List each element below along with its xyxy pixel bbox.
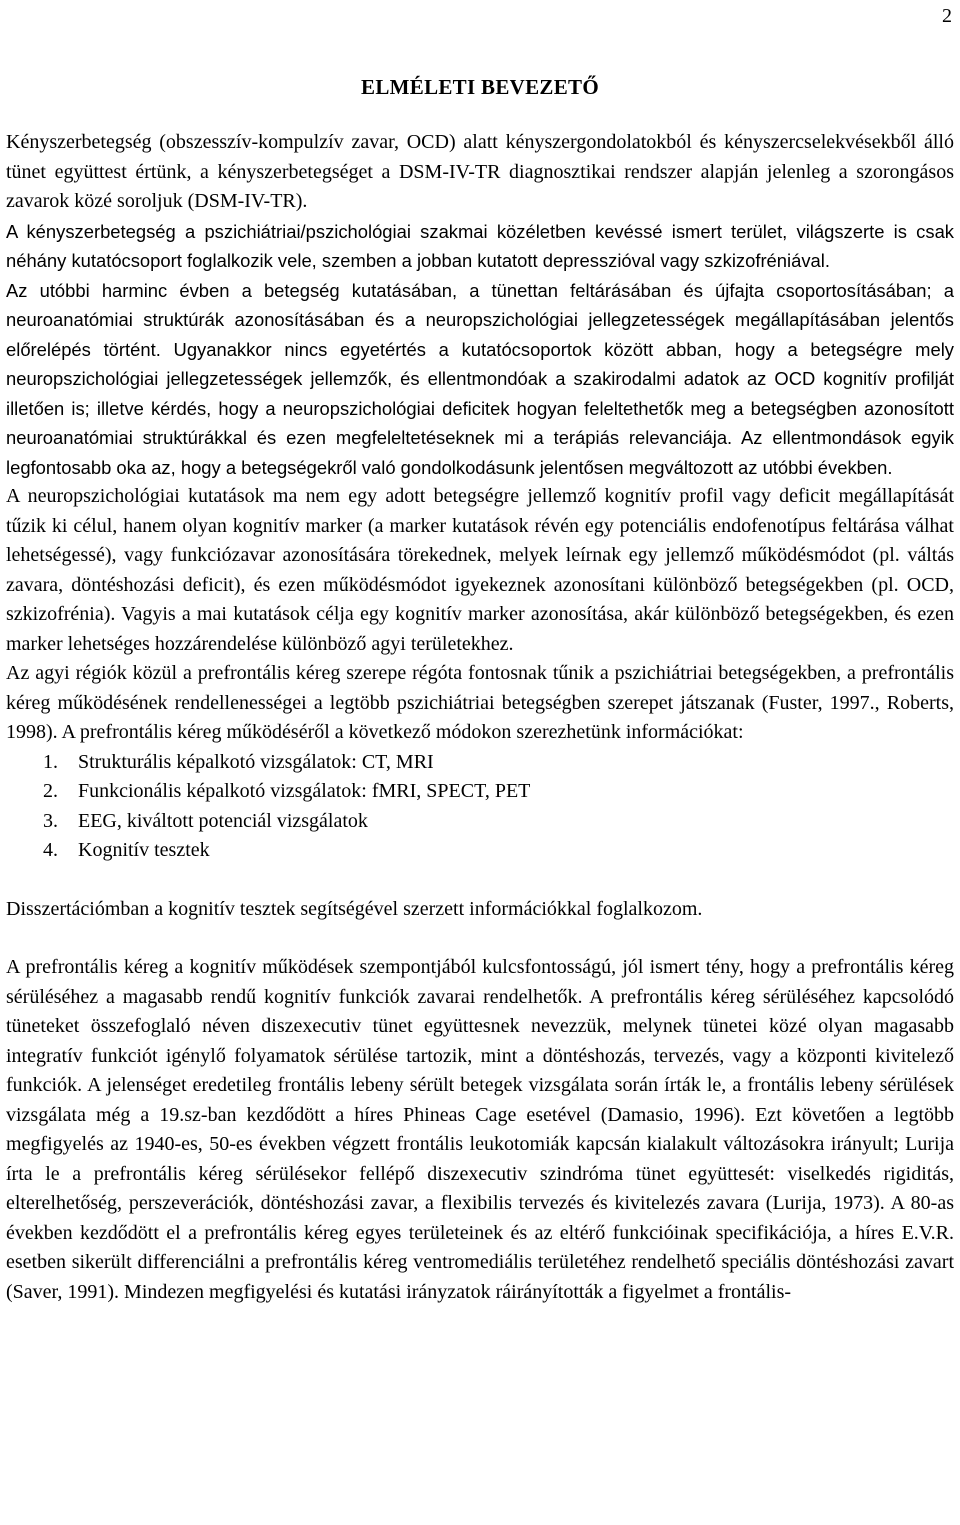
spacer — [6, 866, 954, 895]
list-item-number: 2. — [43, 780, 58, 802]
paragraph-ocd-definition: Kényszerbetegség (obszesszív-kompulzív zavar, OCD) alatt kényszergondolatokból és kényszercselekvésekből álló tünet együttest értünk, a kényszerbetegséget a DSM-IV-TR diagnosztikai rendszer alapján jelenleg a szorongásos zavarok közé soroljuk (DSM-IV-TR). — [6, 131, 954, 212]
list-item-text: Kognitív tesztek — [78, 839, 210, 861]
section-title: ELMÉLETI BEVEZETŐ — [361, 75, 599, 99]
paragraph-prefrontal-history: A prefrontális kéreg a kognitív működések szempontjából kulcsfontosságú, jól ismert tény, hogy a prefrontális kéreg sérüléséhez a magasabb rendű kognitív funkciók zavarai rendelhetők. A prefrontális kéreg sérüléséhez kapcsolódó tüneteket összefoglaló néven diszexecutiv tünet együttesnek nevezzük, melynek tünetei közé olyan magasabb integratív funkciót igénylő folyamatok sérülése tartozik, mint a döntéshozás, tervezés, vagy a központi kivitelező funkciók. A jelenséget eredetileg frontális lebeny sérült betegek vizsgálata során írták le, a frontális lebeny sérülések vizsgálata még a 19.sz-ban kezdődött a híres Phineas Cage esetével (Damasio, 1996). Ezt követően a legtöbb megfigyelés az 1940-es, 50-es években végzett frontális leukotomiák kapcsán kialakult változásokra irányult; Lurija írta le a prefrontális kéreg sérülésekor fellépő diszexecutiv szindróma tünet együttesét: viselkedés rigiditás, elterelhetőség, perszeverációk, döntéshozási zavar, a flexibilis tervezés és kivitelezés zavara (Lurija, 1973). A 80-as években kezdődött el a prefrontális kéreg egyes területeinek és az eltérő funkcióinak specifikációja, a híres E.V.R. esetben sikerült differenciálni a prefrontális kéreg ventromediális területéhez rendelhető speciális döntéshozási zavart (Saver, 1991). Mindezen megfigyelési és kutatási irányzatok ráirányították a figyelmet a frontális- — [6, 956, 954, 1303]
methods-list — [6, 748, 954, 866]
list-item — [43, 807, 954, 837]
paragraph-research-field: A kényszerbetegség a pszichiátriai/pszichológiai szakmai közéletben kevéssé ismert terület, világszerte is csak néhány kutatócsoport foglalkozik vele, szemben a jobban kutatott depresszióval vagy szkizofréniával. — [6, 220, 954, 271]
document-body — [6, 128, 954, 1307]
list-item-text: Funkcionális képalkotó vizsgálatok: fMRI, SPECT, PET — [78, 780, 531, 802]
list-item — [43, 777, 954, 807]
paragraph-thirty-years: Az utóbbi harminc évben a betegség kutatásában, a tünettan feltárásában és újfajta csoportosításában; a neuroanatómiai struktúrák azonosításában és a neuropszichológiai jellegzetességek megállapításában jelentős előrelépés történt. Ugyanakkor nincs egyetértés a kutatócsoportok között abban, hogy a betegségre mely neuropszichológiai jellegzetességek jellemzők, és ellentmondóak a szakirodalmi adatok az OCD kognitív profilját illetően is; illetve kérdés, hogy a neuropszichológiai deficitek hogyan feleltethetők meg a betegségben azonosított neuroanatómiai struktúrákkal és ezen megfeleltetéseknek mi a terápiás relevanciája. Az ellentmondások egyik legfontosabb oka az, hogy a betegségekről való gondolkodásunk jelentősen megváltozott az utóbbi években. — [6, 279, 954, 478]
paragraph-prefrontal-role: Az agyi régiók közül a prefrontális kéreg szerepe régóta fontosnak tűnik a pszichiátriai betegségekben, a prefrontális kéreg működésének rendellenességei a legtöbb pszichiátriai betegségben szerepet játszanak (Fuster, 1997., Roberts, 1998). A prefrontális kéreg működéséről a következő módokon szerezhetünk információkat: — [6, 662, 954, 743]
list-item-text: Strukturális képalkotó vizsgálatok: CT, MRI — [78, 750, 434, 773]
paragraph-neuropsych-research: A neuropszichológiai kutatások ma nem egy adott betegségre jellemző kognitív profil vagy deficit megállapítását tűzik ki célul, hanem olyan kognitív marker (a marker kutatások révén egy potenciális endofenotípus feltárása válhat lehetségessé), vagy funkciózavar azonosítására törekednek, melyek leírnak egy jellemző működésmódot (pl. váltás zavara, döntéshozási deficit), és ezen működésmódot igyekeznek azonosítani különböző betegségekben (pl. OCD, szkizofrénia). Vagyis a mai kutatások célja egy kognitív marker azonosítása, akár különböző betegségekben, és ezen marker lehetséges hozzárendelése különböző agyi területekhez. — [6, 485, 954, 655]
spacer — [6, 924, 954, 953]
page-number: 2 — [942, 5, 952, 27]
list-item-text: EEG, kiváltott potenciál vizsgálatok — [78, 809, 368, 832]
list-item-number: 4. — [43, 839, 58, 861]
list-item-number: 1. — [43, 750, 58, 773]
list-item-number: 3. — [43, 809, 58, 832]
list-item — [43, 748, 954, 778]
list-item — [43, 836, 954, 866]
paragraph-dissertation-focus: Disszertációmban a kognitív tesztek segítségével szerzett információkkal foglalkozom. — [6, 897, 703, 920]
